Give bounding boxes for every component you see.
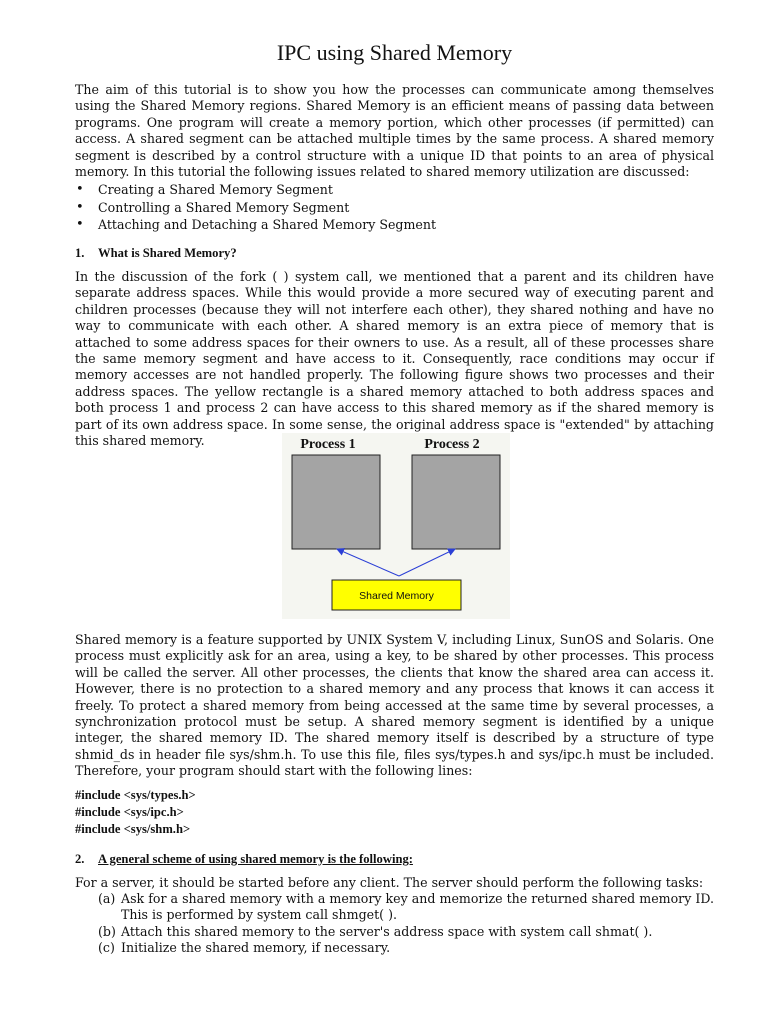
section-2-intro: For a server, it should be started before any client. The server should perform the following tasks: bbox=[75, 875, 704, 890]
arrow-to-process-1 bbox=[337, 549, 399, 576]
section-number: 2. bbox=[75, 852, 85, 866]
section-1-paragraph-1: In the discussion of the fork ( ) system call, we mentioned that a parent and its children have separate address spaces. While this would provide a more secured way of executing parent and children processes (because they will not interfere each other), they shared nothing and have no way to communicate with each other. A shared memory is an extra piece of memory that is attached to some address spaces for their owners to use. As a result, all of these processes share the same memory segment and have access to it. Consequently, race conditions may occur if memory accesses are not handled properly. The following figure shows two processes and their address spaces. The yellow rectangle is a shared memory attached to both address spaces and both process 1 and process 2 can have access to this shared memory as if the shared memory is part of its own address space. In some sense, the original address space is "extended" by attaching this shared memory. bbox=[75, 269, 714, 449]
process-2-box bbox=[412, 455, 500, 549]
section-2-heading bbox=[75, 852, 413, 867]
step-text: Ask for a shared memory with a memory key and memorize the returned shared memory ID. This is performed by system call shmget( ). bbox=[121, 891, 714, 923]
step-text: Initialize the shared memory, if necessary. bbox=[121, 940, 391, 956]
section-number: 1. bbox=[75, 246, 85, 260]
arrow-to-process-2 bbox=[399, 549, 455, 576]
code-line: #include <sys/types.h> bbox=[75, 788, 196, 802]
step-label: (b) bbox=[98, 923, 116, 939]
section-title: What is Shared Memory? bbox=[98, 246, 237, 260]
step-label: (c) bbox=[98, 940, 115, 956]
list-item: • Controlling a Shared Memory Segment bbox=[75, 199, 714, 217]
list-item: • Attaching and Detaching a Shared Memory Segment bbox=[75, 216, 714, 234]
step-label: (a) bbox=[98, 891, 116, 906]
process-1-box bbox=[292, 455, 380, 549]
include-code-block bbox=[75, 787, 196, 838]
topic-list bbox=[75, 181, 714, 234]
intro-paragraph: The aim of this tutorial is to show you how the processes can communicate among themselves using the Shared Memory regions. Shared Memory is an efficient means of passing data between programs. One program will create a memory portion, which other processes (if permitted) can access. A shared segment can be attached multiple times by the same process. A shared memory segment is described by a control structure with a unique ID that points to an area of physical memory. In this tutorial the following issues related to shared memory utilization are discussed: bbox=[75, 82, 714, 180]
page-title: IPC using Shared Memory bbox=[276, 40, 513, 65]
section-title: A general scheme of using shared memory is the following: bbox=[98, 852, 413, 866]
code-line: #include <sys/shm.h> bbox=[75, 822, 191, 836]
process-2-label: Process 2 bbox=[424, 437, 480, 452]
list-item bbox=[98, 924, 714, 940]
process-1-label: Process 1 bbox=[300, 437, 356, 452]
shared-memory-figure bbox=[282, 433, 510, 619]
step-text: Attach this shared memory to the server's address space with system call shmat( ). bbox=[121, 923, 653, 939]
section-1-heading bbox=[75, 246, 237, 261]
code-line: #include <sys/ipc.h> bbox=[75, 805, 184, 819]
list-item: • Creating a Shared Memory Segment bbox=[75, 181, 714, 199]
list-item bbox=[98, 891, 714, 924]
server-steps-list bbox=[98, 891, 714, 957]
list-item bbox=[98, 940, 714, 956]
section-1-paragraph-2: Shared memory is a feature supported by UNIX System V, including Linux, SunOS and Solaris. One process must explicitly ask for an area, using a key, to be shared by other processes. This process will be called the server. All other processes, the clients that know the shared area can access it. However, there is no protection to a shared memory and any process that knows it can access it freely. To protect a shared memory from being accessed at the same time by several processes, a synchronization protocol must be setup. A shared memory segment is identified by a unique integer, the shared memory ID. The shared memory itself is described by a structure of type shmid_ds in header file sys/shm.h. To use this file, files sys/types.h and sys/ipc.h must be included. Therefore, your program should start with the following lines: bbox=[75, 632, 714, 779]
shared-memory-diagram bbox=[282, 433, 510, 619]
shared-memory-label: Shared Memory bbox=[359, 590, 434, 602]
